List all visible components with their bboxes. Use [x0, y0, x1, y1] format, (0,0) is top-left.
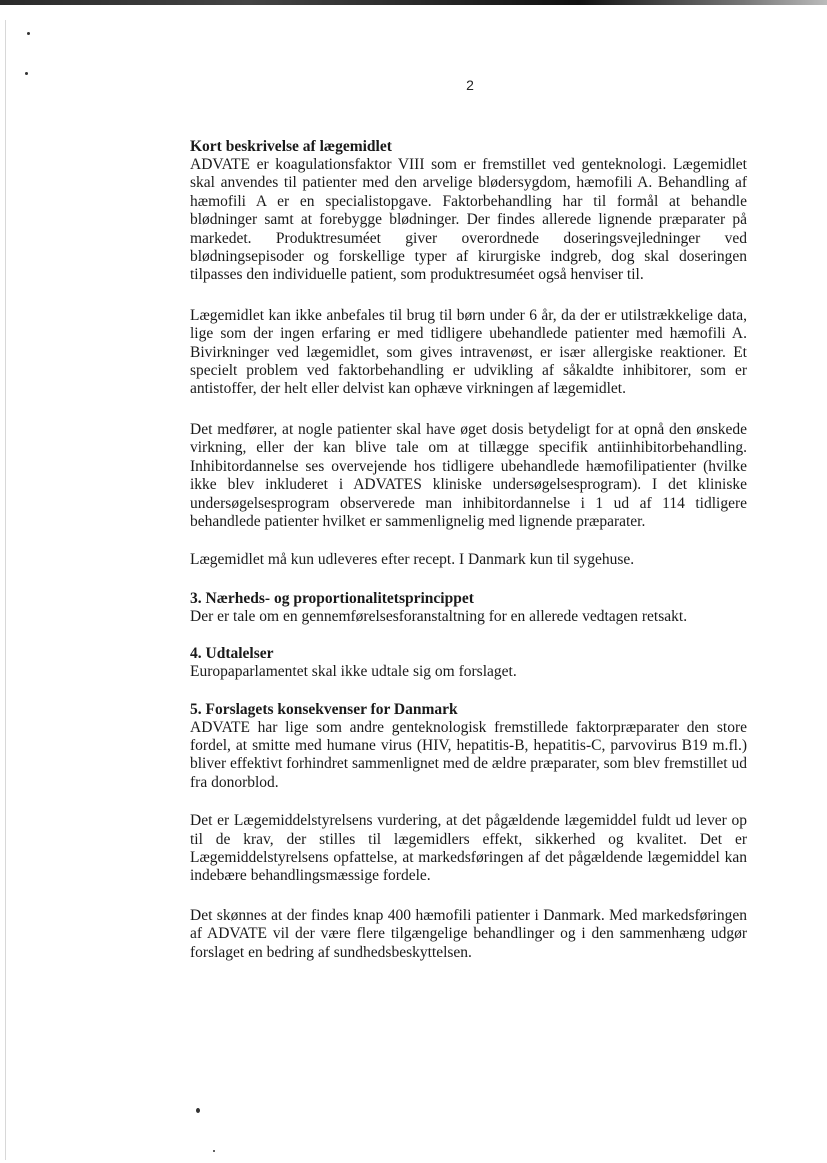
- paragraph: Europaparlamentet skal ikke udtale sig om forslaget.: [190, 663, 517, 681]
- paragraph: ADVATE har lige som andre genteknologisk fremstillede faktorpræparater den store fordel, at smitte med humane virus (HIV, hepatitis-B, hepatitis-C, parvovirus B19 m.fl.) bliver effektivt forhindret sammenlignet med de ældre præparater, som blev fremstillet ud fra donorblod.: [190, 718, 747, 791]
- page-number: 2: [466, 77, 474, 93]
- paragraph: Det skønnes at der findes knap 400 hæmofili patienter i Danmark. Med markedsføringen af ADVATE vil der være flere tilgængelige behandlinger og i den sammenhæng udgør forslaget en bedring af sundhedsbeskyttelsen.: [190, 906, 747, 961]
- scan-top-edge: [0, 0, 827, 5]
- scan-speck: [196, 1108, 200, 1113]
- section-consequences: [190, 701, 747, 962]
- section-description: [190, 138, 747, 570]
- paragraph: Det medfører, at nogle patienter skal have øget dosis betydeligt for at opnå den ønskede virkning, eller der kan blive tale om at tillægge specifik antiinhibitorbehandling. Inhibitordannelse ses overvejende hos tidligere ubehandlede hæmofilipatienter (hvilke ikke blev inkluderet i ADVATES kliniske undersøgelsesprogram). I det kliniske undersøgelsesprogram observerede man inhibitordannelse i 1 ud af 114 tidligere behandlede patienter hvilket er sammenlignelig med lignende præparater.: [190, 420, 747, 530]
- paragraph: Lægemidlet kan ikke anbefales til brug til børn under 6 år, da der er utilstrækkelige data, lige som der ingen erfaring er med tidligere ubehandlede patienter med hæmofili A. Bivirkninger ved lægemidlet, som gives intravenøst, er især allergiske reaktioner. Et specielt problem ved faktorbehandling er udvikling af såkaldte inhibitorer, som er antistoffer, der helt eller delvist kan ophæve virkningen af lægemidlet.: [190, 306, 747, 398]
- section-statements: [190, 645, 747, 681]
- document-body: [190, 138, 747, 962]
- section-heading: 3. Nærheds- og proportionalitetsprincippet: [190, 589, 474, 607]
- scan-left-edge: [5, 20, 6, 1160]
- paragraph: ADVATE er koagulationsfaktor VIII som er fremstillet ved genteknologi. Lægemidlet skal anvendes til patienter med den arvelige blødersygdom, hæmofili A. Behandling af hæmofili A er en specialistopgave. Faktorbehandling har til formål at behandle blødninger samt at forebygge blødninger. Der findes allerede lignende præparater på markedet. Produktresuméet giver overordnede doseringsvejledninger ved blødningsepisoder og forskellige typer af kirurgiske indgreb, dog skal doseringen tilpasses den individuelle patient, som produktresuméet også henviser til.: [190, 156, 747, 284]
- section-proportionality: [190, 590, 747, 626]
- section-heading: 5. Forslagets konsekvenser for Danmark: [190, 700, 458, 718]
- paragraph: Lægemidlet må kun udleveres efter recept. I Danmark kun til sygehuse.: [190, 551, 635, 569]
- paragraph: Det er Lægemiddelstyrelsens vurdering, at det pågældende lægemiddel fuldt ud lever op til de krav, der stilles til lægemidlers effekt, sikkerhed og kvalitet. Det er Lægemiddelstyrelsens opfattelse, at markedsføringen af det pågældende lægemiddel kan indebære behandlingsmæssige fordele.: [190, 812, 747, 885]
- scan-speck: [27, 32, 30, 35]
- section-heading: Kort beskrivelse af lægemidlet: [190, 138, 392, 155]
- scan-speck: [25, 72, 28, 75]
- paragraph: Der er tale om en gennemførelsesforanstaltning for en allerede vedtagen retsakt.: [190, 607, 688, 625]
- section-heading: 4. Udtalelser: [190, 645, 274, 663]
- scan-speck: [213, 1150, 215, 1152]
